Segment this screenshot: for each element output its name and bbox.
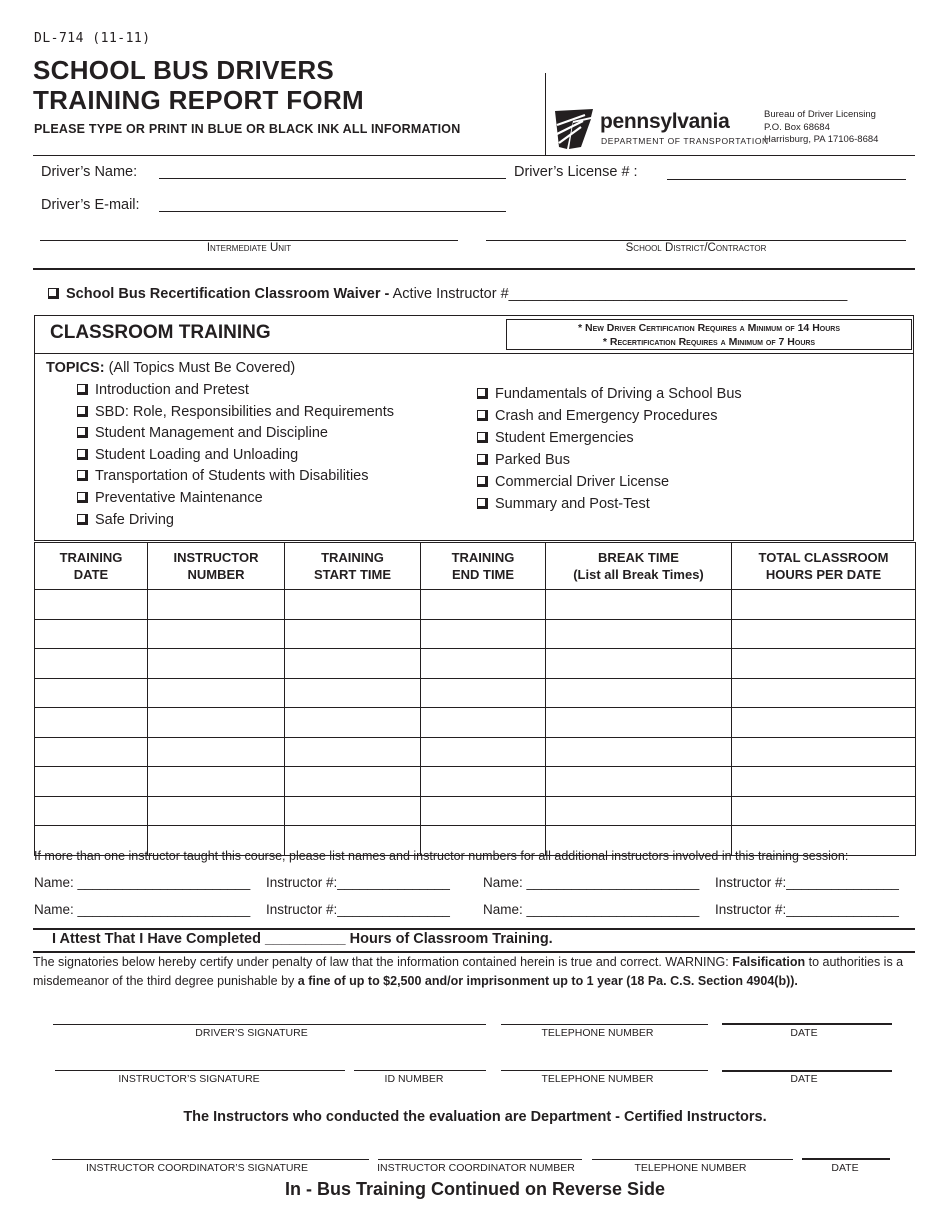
- certified-instructors-note: The Instructors who conducted the evaluation are Department - Certified Instructors.: [183, 1109, 767, 1125]
- coordinator-date-label: DATE: [831, 1162, 859, 1174]
- topic-label: Fundamentals of Driving a School Bus: [495, 386, 742, 402]
- column-header: [546, 543, 732, 590]
- reverse-side-footer: In - Bus Training Continued on Reverse Side: [284, 1179, 666, 1199]
- topics-note: (All Topics Must Be Covered): [108, 360, 296, 376]
- table-row: [35, 619, 916, 649]
- table-cell[interactable]: [35, 796, 148, 826]
- ink-instructions: PLEASE TYPE OR PRINT IN BLUE OR BLACK INK ALL INFORMATION: [34, 122, 461, 136]
- topic-item[interactable]: [477, 452, 570, 468]
- table-cell[interactable]: [285, 708, 421, 738]
- table-cell[interactable]: [35, 678, 148, 708]
- instructor-name-4[interactable]: Name: _______________________: [483, 902, 700, 917]
- topic-item[interactable]: [477, 408, 717, 424]
- coordinator-telephone-label: TELEPHONE NUMBER: [634, 1162, 747, 1174]
- column-header-line-1: INSTRUCTOR: [173, 550, 259, 565]
- topics-heading: [46, 360, 295, 376]
- instructor-name-1[interactable]: Name: _______________________: [34, 875, 251, 890]
- column-header-line-1: BREAK TIME: [598, 550, 679, 565]
- column-header: [35, 543, 148, 590]
- column-header: [732, 543, 916, 590]
- column-header-line-1: TOTAL CLASSROOM: [758, 550, 889, 565]
- driver-section-rule: [33, 268, 915, 270]
- table-cell[interactable]: [546, 708, 732, 738]
- topic-label: Commercial Driver License: [495, 474, 670, 490]
- column-header-line-1: TRAINING: [59, 550, 123, 565]
- waiver-instructor[interactable]: Active Instructor #__________________________________________: [392, 286, 848, 302]
- topic-label: Transportation of Students with Disabilities: [95, 468, 369, 485]
- coordinator-number-label: INSTRUCTOR COORDINATOR NUMBER: [377, 1162, 575, 1174]
- requirement-recert: * Recertification Requires a Minimum of 7 Hours: [602, 335, 816, 348]
- attest-part-2: Hours of Classroom Training.: [349, 931, 553, 947]
- topic-checkbox[interactable]: [77, 514, 88, 525]
- table-row: [35, 649, 916, 679]
- coordinator-signature-field[interactable]: [52, 1159, 369, 1160]
- bureau-line-1: Bureau of Driver Licensing: [764, 109, 876, 120]
- penndot-logo: [553, 107, 597, 156]
- column-header-line-2: HOURS PER DATE: [765, 567, 882, 582]
- topic-checkbox[interactable]: [477, 410, 488, 421]
- table-cell[interactable]: [732, 708, 916, 738]
- waiver-line: [48, 286, 847, 302]
- topic-label: Student Emergencies: [495, 430, 634, 446]
- topic-item[interactable]: [77, 490, 263, 506]
- table-cell[interactable]: [732, 796, 916, 826]
- additional-instructors-note: If more than one instructor taught this course, please list names and instructor numbers for all additional instructors involved in this training session:: [34, 849, 849, 863]
- topic-checkbox[interactable]: [77, 492, 88, 503]
- table-cell[interactable]: [421, 708, 546, 738]
- table-cell[interactable]: [421, 619, 546, 649]
- certify-bold-2: a fine of up to $2,500 and/or imprisonment up to 1 year (18 Pa. C.S. Section 4904(b)).: [297, 974, 798, 988]
- instructor-id-label: ID NUMBER: [384, 1073, 444, 1085]
- table-cell[interactable]: [148, 767, 285, 797]
- topic-label: Introduction and Pretest: [95, 382, 249, 398]
- intermediate-unit-label: Intermediate Unit: [206, 242, 292, 254]
- table-cell[interactable]: [148, 737, 285, 767]
- topic-label: Summary and Post-Test: [495, 496, 650, 512]
- topic-checkbox[interactable]: [477, 388, 488, 399]
- driver-date-label: DATE: [790, 1027, 818, 1039]
- logo-name: pennsylvania: [600, 110, 730, 133]
- table-cell[interactable]: [546, 678, 732, 708]
- table-cell[interactable]: [421, 767, 546, 797]
- table-cell[interactable]: [285, 767, 421, 797]
- topic-label: Student Loading and Unloading: [95, 446, 299, 463]
- coordinator-signature-label: INSTRUCTOR COORDINATOR’S SIGNATURE: [85, 1162, 309, 1174]
- driver-telephone-label: TELEPHONE NUMBER: [541, 1027, 654, 1039]
- instructor-number-4[interactable]: Instructor #:_______________: [715, 902, 899, 917]
- topic-label: Crash and Emergency Procedures: [495, 408, 718, 424]
- table-row: [35, 796, 916, 826]
- driver-email-field[interactable]: [159, 211, 506, 212]
- table-cell[interactable]: [285, 590, 421, 620]
- keystone-icon: [553, 107, 597, 151]
- table-cell[interactable]: [148, 796, 285, 826]
- driver-name-label: Driver’s Name:: [41, 164, 138, 180]
- table-cell[interactable]: [35, 708, 148, 738]
- table-cell[interactable]: [35, 590, 148, 620]
- table-row: [35, 678, 916, 708]
- instructor-date-label: DATE: [790, 1073, 818, 1085]
- table-cell[interactable]: [148, 619, 285, 649]
- table-cell[interactable]: [35, 649, 148, 679]
- column-header: [421, 543, 546, 590]
- table-cell[interactable]: [285, 619, 421, 649]
- header-divider: [545, 73, 546, 155]
- table-cell[interactable]: [148, 590, 285, 620]
- table-cell[interactable]: [732, 590, 916, 620]
- column-header-line-2: (List all Break Times): [573, 567, 704, 582]
- attest-hours-field[interactable]: __________: [264, 931, 346, 947]
- instructor-name-2[interactable]: Name: _______________________: [483, 875, 700, 890]
- table-cell[interactable]: [285, 737, 421, 767]
- driver-email-label: Driver’s E-mail:: [41, 197, 140, 213]
- coordinator-number-field[interactable]: [378, 1159, 582, 1160]
- driver-signature-field[interactable]: [53, 1024, 486, 1025]
- training-log-table: [34, 542, 916, 856]
- driver-name-field[interactable]: [159, 178, 506, 179]
- table-cell[interactable]: [148, 649, 285, 679]
- table-cell[interactable]: [421, 678, 546, 708]
- coordinator-date-field[interactable]: [802, 1158, 890, 1160]
- table-cell[interactable]: [148, 708, 285, 738]
- topic-checkbox[interactable]: [477, 432, 488, 443]
- topic-item[interactable]: [77, 512, 174, 528]
- table-cell[interactable]: [148, 678, 285, 708]
- bureau-line-2: P.O. Box 68684: [764, 121, 830, 133]
- table-cell[interactable]: [732, 737, 916, 767]
- certify-text-2: to authorities is a misdemeanor of the third degree punishable by: [33, 955, 904, 988]
- title-line-1: SCHOOL BUS DRIVERS: [33, 55, 335, 85]
- topics-label: TOPICS:: [46, 360, 105, 376]
- table-cell[interactable]: [421, 737, 546, 767]
- classroom-title: CLASSROOM TRAINING: [50, 322, 271, 343]
- topic-checkbox[interactable]: [77, 470, 88, 481]
- instructor-signature-field[interactable]: [55, 1070, 345, 1071]
- topic-item[interactable]: [477, 386, 742, 402]
- table-cell[interactable]: [35, 767, 148, 797]
- table-row: [35, 590, 916, 620]
- table-cell[interactable]: [546, 767, 732, 797]
- topic-checkbox[interactable]: [77, 427, 88, 438]
- table-cell[interactable]: [285, 649, 421, 679]
- logo-department: DEPARTMENT OF TRANSPORTATION: [601, 136, 769, 146]
- table-cell[interactable]: [546, 619, 732, 649]
- topic-label: Safe Driving: [95, 511, 174, 528]
- column-header: [148, 543, 285, 590]
- table-row: [35, 737, 916, 767]
- table-cell[interactable]: [421, 590, 546, 620]
- coordinator-telephone-field[interactable]: [592, 1159, 793, 1160]
- table-cell[interactable]: [421, 796, 546, 826]
- table-cell[interactable]: [35, 619, 148, 649]
- topic-checkbox[interactable]: [77, 406, 88, 417]
- attest-statement: [52, 931, 553, 947]
- topic-checkbox[interactable]: [477, 498, 488, 509]
- certification-statement: [33, 953, 918, 991]
- column-header-line-2: END TIME: [451, 567, 515, 582]
- column-header-line-1: TRAINING: [451, 550, 515, 565]
- topic-item[interactable]: [77, 425, 328, 441]
- column-header-line-2: START TIME: [313, 567, 392, 582]
- table-cell[interactable]: [546, 649, 732, 679]
- table-cell[interactable]: [546, 590, 732, 620]
- column-header-line-2: NUMBER: [187, 567, 245, 582]
- driver-license-label: Driver’s License # :: [514, 164, 638, 180]
- table-cell[interactable]: [421, 649, 546, 679]
- table-header-row: [35, 543, 916, 590]
- bureau-line-3: Harrisburg, PA 17106-8684: [764, 134, 879, 145]
- topic-checkbox[interactable]: [477, 476, 488, 487]
- certify-text-1: The signatories below hereby certify under penalty of law that the information contained herein is true and correct. WARNING:: [33, 955, 729, 969]
- instructor-number-3[interactable]: Instructor #:_______________: [266, 902, 450, 917]
- form-code: DL-714 (11-11): [34, 31, 151, 46]
- table-cell[interactable]: [285, 678, 421, 708]
- attest-part-1: I Attest That I Have Completed: [52, 931, 261, 947]
- instructor-telephone-label: TELEPHONE NUMBER: [541, 1073, 654, 1085]
- table-cell[interactable]: [732, 649, 916, 679]
- topic-item[interactable]: [77, 404, 394, 420]
- table-cell[interactable]: [35, 737, 148, 767]
- instructor-telephone-field[interactable]: [501, 1070, 708, 1071]
- table-cell[interactable]: [546, 796, 732, 826]
- topic-item[interactable]: [77, 382, 249, 398]
- waiver-label: School Bus Recertification Classroom Waiver -: [66, 286, 390, 302]
- topic-item[interactable]: [77, 447, 298, 463]
- certify-bold-1: Falsification: [732, 955, 806, 969]
- topic-label: Preventative Maintenance: [95, 490, 263, 506]
- instructor-date-field[interactable]: [722, 1070, 892, 1072]
- topic-checkbox[interactable]: [477, 454, 488, 465]
- table-cell[interactable]: [732, 619, 916, 649]
- table-cell[interactable]: [732, 767, 916, 797]
- instructor-signature-label: INSTRUCTOR’S SIGNATURE: [118, 1073, 260, 1085]
- intermediate-unit-field[interactable]: [40, 240, 458, 241]
- topic-item[interactable]: [77, 468, 368, 484]
- column-header-line-1: TRAINING: [321, 550, 384, 565]
- title-line-2: TRAINING REPORT FORM: [33, 85, 364, 115]
- bureau-address: [764, 109, 878, 147]
- topic-item[interactable]: [477, 430, 634, 446]
- topic-item[interactable]: [477, 496, 650, 512]
- classroom-title-rule: [34, 353, 914, 354]
- instructor-name-3[interactable]: Name: _______________________: [34, 902, 251, 917]
- school-district-field[interactable]: [486, 240, 906, 241]
- driver-signature-label: DRIVER’S SIGNATURE: [195, 1027, 308, 1039]
- requirement-new: * New Driver Certification Requires a Minimum of 14 Hours: [578, 322, 840, 334]
- topic-checkbox[interactable]: [77, 384, 88, 395]
- column-header-line-2: DATE: [73, 567, 109, 582]
- topic-checkbox[interactable]: [77, 449, 88, 460]
- driver-license-field[interactable]: [667, 179, 906, 180]
- table-row: [35, 708, 916, 738]
- form-title: [33, 55, 364, 115]
- header-rule: [33, 155, 915, 156]
- topic-label: Parked Bus: [495, 452, 570, 468]
- driver-date-field[interactable]: [722, 1023, 892, 1025]
- table-cell[interactable]: [732, 678, 916, 708]
- hour-requirements: [506, 319, 912, 350]
- topic-label: SBD: Role, Responsibilities and Requirements: [95, 403, 395, 420]
- instructor-number-1[interactable]: Instructor #:_______________: [266, 875, 450, 890]
- waiver-checkbox[interactable]: [48, 288, 59, 299]
- table-cell[interactable]: [546, 737, 732, 767]
- topic-label: Student Management and Discipline: [95, 425, 328, 442]
- instructor-id-field[interactable]: [354, 1070, 486, 1071]
- attest-top-rule: [33, 928, 915, 930]
- column-header: [285, 543, 421, 590]
- topic-item[interactable]: [477, 474, 669, 490]
- table-row: [35, 767, 916, 797]
- instructor-number-2[interactable]: Instructor #:_______________: [715, 875, 899, 890]
- driver-telephone-field[interactable]: [501, 1024, 708, 1025]
- school-district-label: School District/Contractor: [625, 242, 767, 254]
- table-cell[interactable]: [285, 796, 421, 826]
